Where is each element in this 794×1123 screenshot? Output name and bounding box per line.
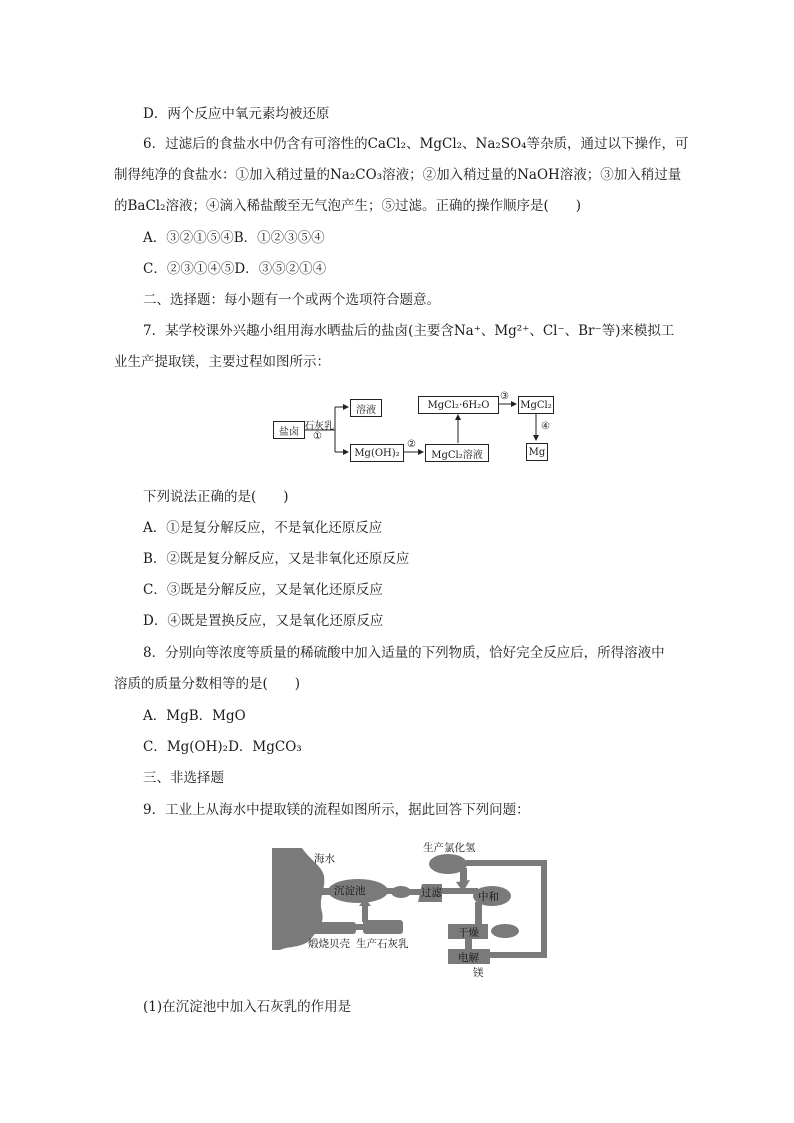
q8-options-ab: A．MgB．MgO xyxy=(143,708,246,724)
label-step1: ① xyxy=(313,431,322,442)
q7-option-d: D．④既是置换反应，又是氧化还原反应 xyxy=(143,613,384,629)
q7-stem-line1: 7．某学校课外兴趣小组用海水晒盐后的盐卤(主要含Na⁺、Mg²⁺、Cl⁻、Br⁻等)来模拟工 xyxy=(143,323,675,339)
label-mei: 镁 xyxy=(473,967,484,979)
q7-option-c: C．③既是分解反应，又是氧化还原反应 xyxy=(143,582,383,598)
q6-stem-line1: 6．过滤后的食盐水中仍含有可溶性的CaCl₂、MgCl₂、Na₂SO₄等杂质，通过以下操作，可 xyxy=(143,136,689,152)
seawater-flow-diagram xyxy=(270,838,560,983)
q6-stem-line3: 的BaCl₂溶液；④滴入稀盐酸至无气泡产生；⑤过滤。正确的操作顺序是( ) xyxy=(114,198,582,214)
node-mgoh2: Mg(OH)₂ xyxy=(350,444,404,462)
q5-option-d: D．两个反应中氧元素均被还原 xyxy=(143,106,330,122)
label-chendianchi: 沉淀池 xyxy=(334,885,366,897)
q9-stem: 9．工业上从海水中提取镁的流程如图所示，据此回答下列问题： xyxy=(143,802,530,818)
node-mg: Mg xyxy=(526,443,548,461)
label-step4: ④ xyxy=(541,421,550,432)
q6-stem-line2: 制得纯净的食盐水：①加入稍过量的Na₂CO₃溶液；②加入稍过量的NaOH溶液；③加入稍过量 xyxy=(114,167,682,183)
label-step2: ② xyxy=(407,439,416,450)
label-shengchan-hcl: 生产氯化氢 xyxy=(423,842,476,854)
section-2-heading: 二、选择题：每小题有一个或两个选项符合题意。 xyxy=(143,292,440,308)
label-dianjie: 电解 xyxy=(458,952,479,964)
q9-part1: (1)在沉淀池中加入石灰乳的作用是 xyxy=(143,999,352,1015)
q7-question: 下列说法正确的是( ) xyxy=(143,489,289,505)
q8-stem-line2: 溶质的质量分数相等的是( ) xyxy=(114,676,301,692)
q6-options-ab: A．③②①⑤④B．①②③⑤④ xyxy=(143,230,325,246)
label-shengchan-shihui: 生产石灰乳 xyxy=(356,938,409,950)
node-mgcl2-solution: MgCl₂溶液 xyxy=(425,444,489,462)
label-zhonghe: 中和 xyxy=(478,891,499,903)
q7-option-a: A．①是复分解反应，不是氧化还原反应 xyxy=(143,520,383,536)
label-step3: ③ xyxy=(500,391,509,402)
q6-options-cd: C．②③①④⑤D．③⑤②①④ xyxy=(143,261,327,277)
label-haishui: 海水 xyxy=(314,853,335,865)
label-guolv: 过滤 xyxy=(421,887,442,899)
node-mgcl2: MgCl₂ xyxy=(518,396,554,414)
label-duanshao: 煅烧贝壳 xyxy=(308,938,350,950)
label-shihuiru: 石灰乳 xyxy=(304,421,334,432)
node-mgcl2-6h2o: MgCl₂·6H₂O xyxy=(418,396,499,414)
section-3-heading: 三、非选择题 xyxy=(143,770,224,786)
mg-extraction-diagram xyxy=(270,390,560,470)
label-ganzao: 干燥 xyxy=(458,927,479,939)
q7-stem-line2: 业生产提取镁，主要过程如图所示： xyxy=(114,354,330,370)
q7-option-b: B．②既是复分解反应，又是非氧化还原反应 xyxy=(143,551,410,567)
q8-stem-line1: 8．分别向等浓度等质量的稀硫酸中加入适量的下列物质，恰好完全反应后，所得溶液中 xyxy=(143,645,665,661)
node-rongye: 溶液 xyxy=(350,399,382,417)
q8-options-cd: C．Mg(OH)₂D．MgCO₃ xyxy=(143,739,302,755)
node-luhu: 盐卤 xyxy=(273,421,305,439)
